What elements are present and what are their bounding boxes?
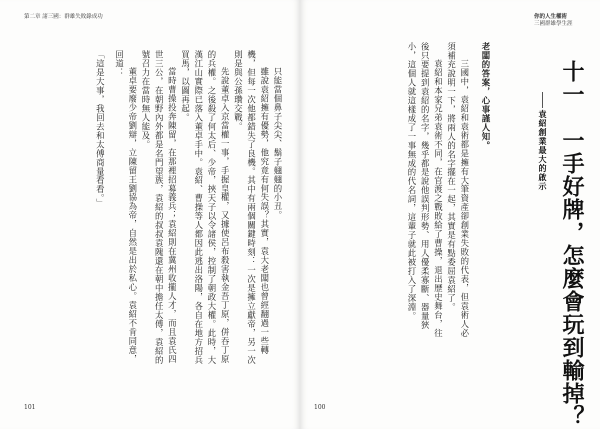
body-paragraph: 袁紹和本家兄弟袁術不同，在官渡之戰敗給了曹操，退出歷史舞台，往後只要提到袁紹的名字，幾乎都是說他誤判形勢、用人優柔寡斷、器量狹小，這個人就這樣成了一事無成的代名詞，這輩子就此被打入了深淵。 xyxy=(406,42,444,338)
running-head-line: 你的人生權術 xyxy=(534,14,568,20)
subtitle-rule xyxy=(542,92,543,108)
chapter-title: 十一 一手好牌，怎麼會玩到輸掉？ xyxy=(559,60,584,428)
body-paragraph: 三國中，袁紹和袁術都是擁有大筆資產卻創業失敗的代表，但袁術人必須補充說明一下，將兩人的名字擺在一起，其實是有點委屈袁紹了。 xyxy=(446,42,470,338)
quote-paragraph: 「這是大事，我回去和太傅商量看看。」 xyxy=(95,50,106,208)
body-paragraph: 先說董卓入京當權一事，手握皇權，又據使呂布殺害執金吾丁原，併吞丁原的兵權。之後殺了何太后、少帝，挾天子以令諸侯，控制了朝政大權。此時，大漢江山實際已落入董卓手中。袁紹、曹操等人都因此逃出洛陽，各自在地方招兵買馬，以圖再起。 xyxy=(180,50,231,365)
right-running-head xyxy=(534,14,578,28)
body-paragraph: 雖說袁紹擁有優勢，他究竟有何失誤？其實，袁大老闆也曾經翻過一些轉機，但每一次他都錯失了良機。其中有兩個關鍵時刻：一次是擁立獻帝，另一次則是與公孫瓚交戰。 xyxy=(233,50,270,365)
right-page-number: 100 xyxy=(314,404,326,411)
right-page xyxy=(300,0,600,429)
chapter-subtitle: 袁紹創業最大的啟示 xyxy=(538,110,547,191)
body-paragraph: 當時曹操投奔陳留，在那裡招募義兵；袁紹則在冀州收攏人才，而且袁氏四世三公，在朝野內外都是名門望族，袁紹的叔叔袁隗還在朝中擔任太傅，袁紹的號召力在當時無人能及。 xyxy=(140,50,178,365)
left-page-body xyxy=(26,50,284,370)
body-paragraph: 董卓要廢少帝劉辯，立陳留王劉協為帝，自然是出於私心。袁紹不肯同意，回道： xyxy=(114,50,138,364)
left-running-head: 第二章 諸三國：群雄失敗錄成功 xyxy=(24,14,103,20)
left-page-number: 101 xyxy=(24,404,36,411)
lead-line: 老闆的答案，心事謹人知。 xyxy=(481,42,491,150)
running-head-line: 三國群雄學生涯 xyxy=(534,20,573,27)
body-paragraph: 只能當個鼻子尖尖、鬍子翹翹的小丑。 xyxy=(273,66,283,220)
right-page-body xyxy=(316,42,492,344)
